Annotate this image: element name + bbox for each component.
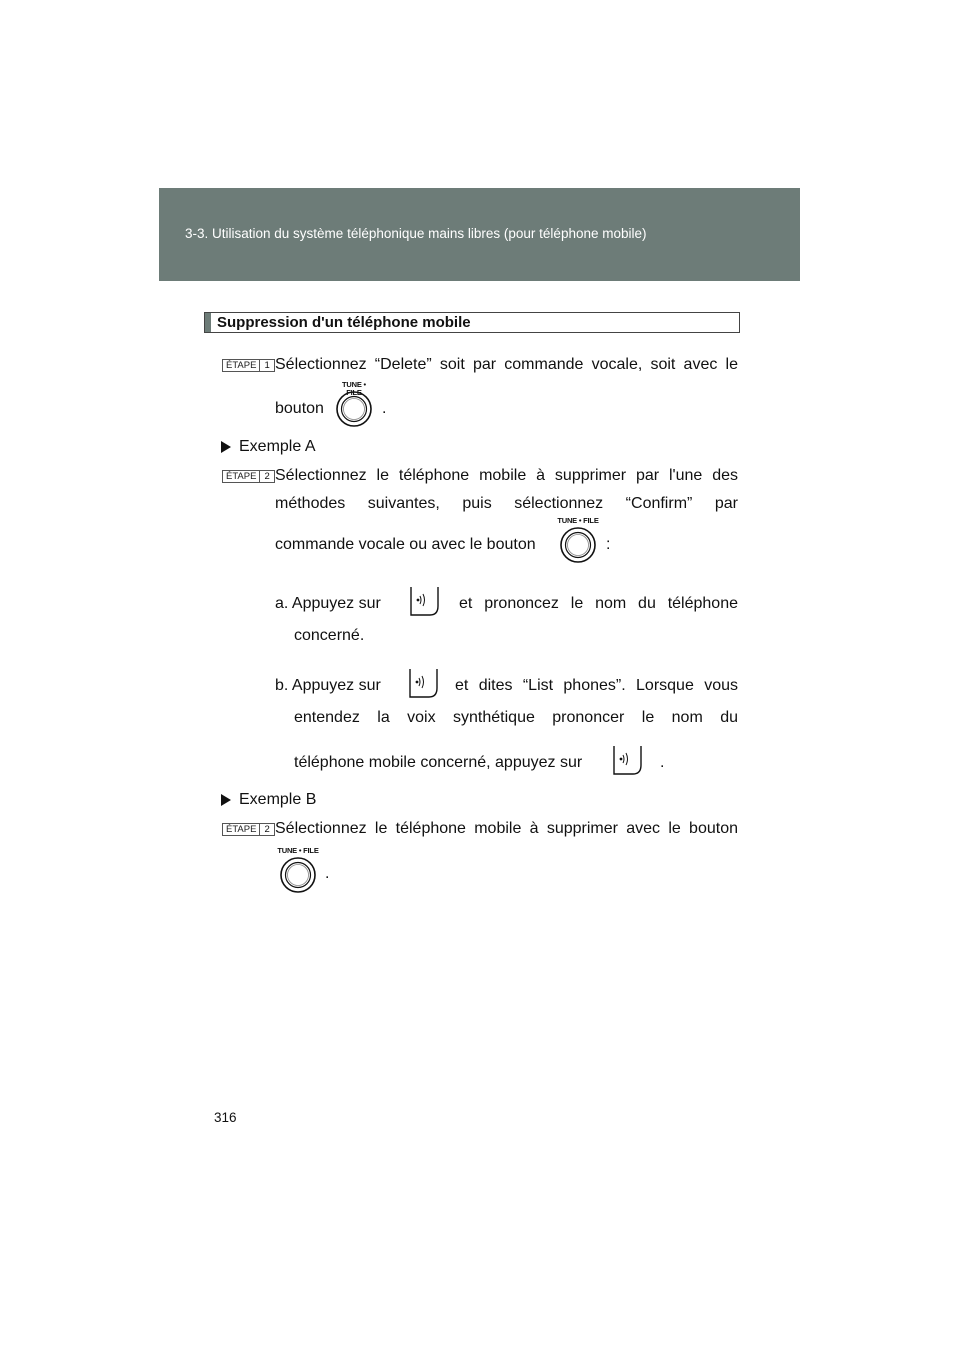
step-badge-number: 2: [264, 471, 270, 482]
talk-switch-icon: [407, 668, 439, 698]
step1-line1: Sélectionnez “Delete” soit par commande vocale, soit avec le: [275, 356, 738, 373]
step-badge-2a: [222, 470, 275, 483]
knob-label: TUNE • FILE: [342, 380, 366, 397]
section-heading: [204, 312, 740, 333]
triangle-bullet-icon: [221, 794, 231, 806]
step-badge-1: [222, 359, 275, 372]
step1-line2-pre: bouton: [275, 400, 324, 417]
tune-file-knob-icon: [277, 847, 319, 895]
step-badge-label: ÉTAPE: [223, 360, 260, 371]
option-a-pre: a. Appuyez sur: [275, 595, 381, 612]
option-b-line2: entendez la voix synthétique prononcer le nom du: [294, 709, 738, 726]
chapter-header: [159, 188, 800, 281]
exa-step2-line3-post: :: [606, 536, 611, 553]
step-badge-2b: [222, 823, 275, 836]
exa-step2-line1: Sélectionnez le téléphone mobile à supprimer par l'une des: [275, 467, 738, 484]
option-b-line3-pre: téléphone mobile concerné, appuyez sur: [294, 754, 583, 771]
exa-step2-line3-pre: commande vocale ou avec le bouton: [275, 536, 536, 553]
section-heading-text: Suppression d'un téléphone mobile: [217, 314, 471, 331]
step-badge-label: ÉTAPE: [223, 824, 260, 835]
knob-label: TUNE • FILE: [277, 846, 319, 855]
chapter-title: 3-3. Utilisation du système téléphonique mains libres (pour téléphone mobile): [185, 226, 647, 241]
heading-accent-bar: [205, 313, 211, 332]
talk-switch-icon: [408, 586, 440, 616]
option-a-line2: concerné.: [294, 627, 365, 644]
step-badge-label: ÉTAPE: [223, 471, 260, 482]
step-badge-number: 1: [264, 360, 270, 371]
exb-step2-line1: Sélectionnez le téléphone mobile à supprimer avec le bouton: [275, 820, 738, 837]
knob-label: TUNE • FILE: [557, 516, 599, 525]
option-b-post: et dites “List phones”. Lorsque vous: [455, 677, 738, 694]
example-b-label: Exemple B: [239, 791, 317, 808]
page-number: 316: [214, 1110, 237, 1125]
tune-file-knob-icon: [334, 381, 374, 429]
step1-line2-post: .: [382, 400, 387, 417]
exa-step2-line2: méthodes suivantes, puis sélectionnez “Confirm” par: [275, 495, 738, 512]
example-a-label: Exemple A: [239, 438, 316, 455]
tune-file-knob-icon: [557, 517, 599, 565]
option-a-post: et prononcez le nom du téléphone: [459, 595, 738, 612]
option-b-pre: b. Appuyez sur: [275, 677, 381, 694]
triangle-bullet-icon: [221, 441, 231, 453]
option-b-line3-post: .: [660, 754, 665, 771]
talk-switch-icon: [611, 745, 643, 775]
step-badge-number: 2: [264, 824, 270, 835]
exb-step2-line2-post: .: [325, 865, 330, 882]
